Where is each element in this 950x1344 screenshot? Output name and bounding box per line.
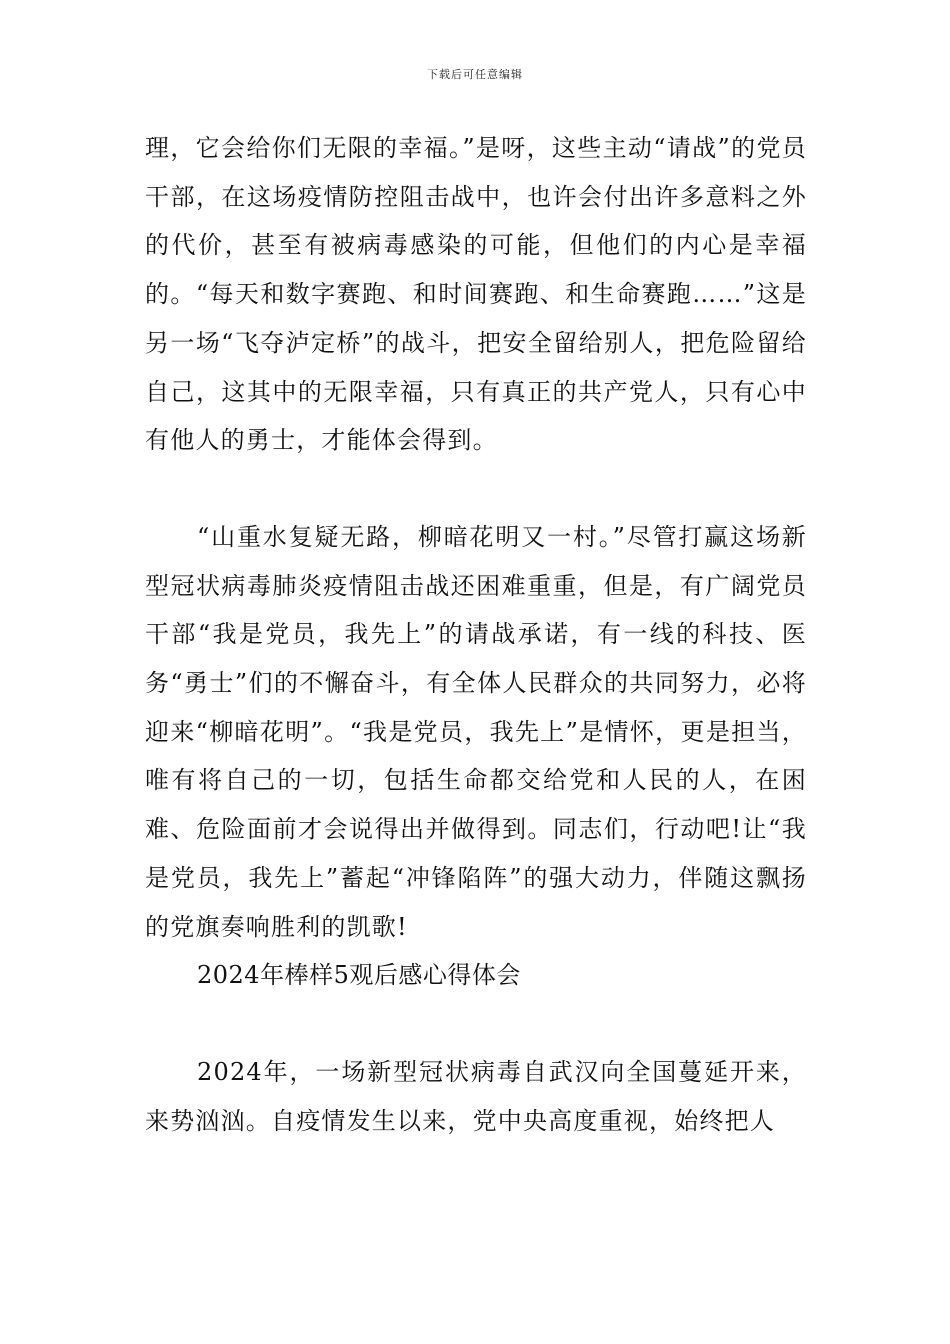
document-body — [145, 124, 807, 1145]
section-heading: 2024年棒样5观后感心得体会 — [197, 961, 521, 990]
body-paragraph: 2024年，一场新型冠状病毒自武汉向全国蔓延开来，来势汹汹。自疫情发生以来，党中央高度重视，始终把人 — [145, 1057, 807, 1135]
header-note: 下载后可任意编辑 — [427, 68, 523, 81]
body-paragraph: 理，它会给你们无限的幸福。”是呀，这些主动“请战”的党员干部，在这场疫情防控阻击战中，也许会付出许多意料之外的代价，甚至有被病毒感染的可能，但他们的内心是幸福的。“每天和数字赛跑、和时间赛跑、和生命赛跑……”这是另一场“飞夺泸定桥”的战斗，把安全留给别人，把危险留给自己，这其中的无限幸福，只有真正的共产党人，只有心中有他人的勇士，才能体会得到。 — [145, 134, 807, 455]
body-paragraph: “山重水复疑无路，柳暗花明又一村。”尽管打赢这场新型冠状病毒肺炎疫情阻击战还困难重重，但是，有广阔党员干部“我是党员，我先上”的请战承诺，有一线的科技、医务“勇士”们的不懈奋斗，有全体人民群众的共同努力，必将迎来“柳暗花明”。“我是党员，我先上”是情怀，更是担当，唯有将自己的一切，包括生命都交给党和人民的人，在困难、危险面前才会说得出并做得到。同志们，行动吧!让“我是党员，我先上”蓄起“冲锋陷阵”的强大动力，伴随这飘扬的党旗奏响胜利的凯歌! — [145, 522, 807, 941]
